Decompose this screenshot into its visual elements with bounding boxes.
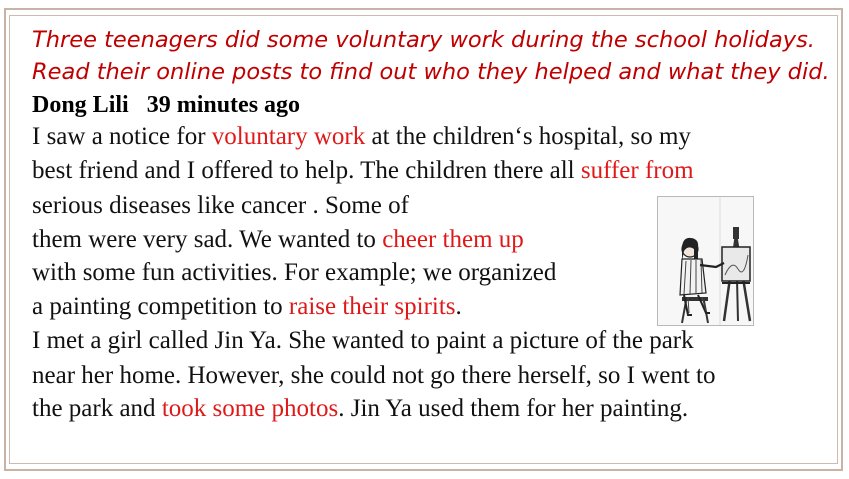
body-line-6: [32, 292, 462, 322]
intro-line-1: Three teenagers did some voluntary work during the school holidays.: [32, 27, 815, 53]
highlighted-phrase: voluntary work: [211, 123, 366, 150]
text-segment: near her home. However, she could not go there herself, so I went to: [32, 362, 716, 389]
highlighted-phrase: took some photos: [161, 395, 339, 422]
body-line-7: [32, 326, 694, 356]
body-line-1: [32, 122, 691, 152]
body-line-8: [32, 361, 716, 391]
highlighted-phrase: cheer them up: [382, 226, 524, 253]
highlighted-phrase: suffer from: [580, 157, 694, 184]
text-segment: best friend and I offered to help. The children there all: [32, 157, 581, 184]
body-line-3: [32, 191, 409, 221]
highlighted-phrase: raise their spirits: [288, 293, 456, 320]
text-segment: with some fun activities. For example; we organized: [32, 259, 557, 286]
post-time: 39 minutes ago: [146, 92, 301, 118]
text-segment: I saw a notice for: [32, 123, 212, 150]
post-header: [32, 90, 300, 120]
text-segment: serious diseases like cancer . Some of: [32, 192, 409, 219]
body-line-2: [32, 156, 694, 186]
text-segment: a painting competition to: [32, 293, 289, 320]
intro-text: [32, 24, 830, 88]
body-line-4: [32, 225, 524, 255]
girl-painting-at-easel-icon: [657, 196, 754, 326]
text-segment: the park and: [32, 395, 162, 422]
intro-line-2: Read their online posts to find out who they helped and what they did.: [32, 59, 830, 85]
body-line-5: [32, 258, 556, 288]
body-line-9: [32, 394, 688, 424]
text-segment: . Jin Ya used them for her painting.: [338, 395, 689, 422]
text-segment: .: [455, 293, 462, 320]
text-segment: I met a girl called Jin Ya. She wanted to paint a picture of the park: [32, 327, 694, 354]
text-segment: at the children‘s hospital, so my: [365, 123, 691, 150]
author-name: Dong Lili: [32, 92, 129, 118]
text-segment: them were very sad. We wanted to: [32, 226, 383, 253]
